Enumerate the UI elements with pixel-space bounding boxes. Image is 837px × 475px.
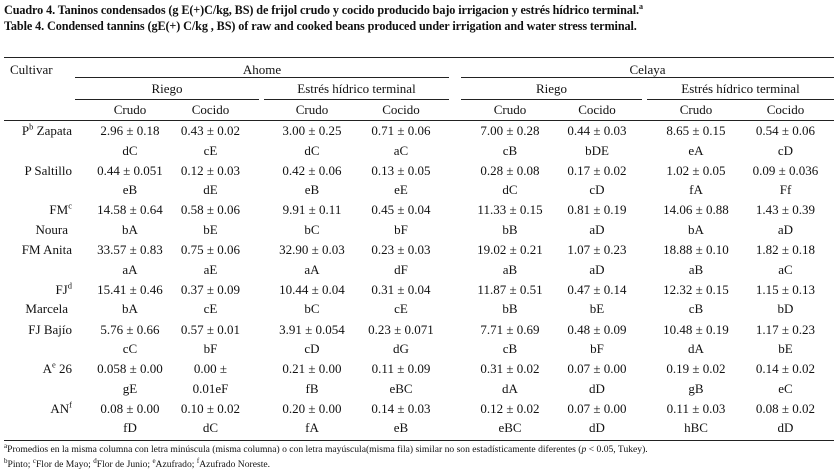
- cultivar-name: [4, 122, 72, 140]
- value-cell: 10.48 ± 0.19: [663, 321, 729, 337]
- footnote-a: [4, 441, 648, 456]
- treatment-header: Riego: [151, 81, 183, 96]
- significance-letters: dC: [202, 420, 219, 436]
- value-cell: 7.71 ± 0.69: [480, 321, 540, 337]
- state-header: Cocido: [766, 102, 805, 117]
- significance-letters: cB: [502, 341, 518, 356]
- value-cell: 1.17 ± 0.23: [755, 321, 816, 337]
- cultivar-footnote-mark: c: [68, 201, 72, 212]
- cultivar-footnote-mark: e: [51, 359, 56, 370]
- cultivar-name: [4, 281, 72, 299]
- significance-letters: cB: [502, 142, 518, 158]
- significance-letters: eB: [393, 420, 409, 436]
- value-cell: 0.31 ± 0.04: [371, 281, 431, 297]
- location-header-celaya: Celaya: [629, 62, 666, 77]
- state-header: Crudo: [113, 102, 147, 117]
- significance-letters: gE: [122, 380, 138, 396]
- significance-letters: eC: [778, 380, 793, 396]
- significance-letters: hBC: [684, 420, 708, 436]
- value-cell: 0.44 ± 0.051: [97, 162, 163, 178]
- header-bottom-rule: [4, 120, 834, 121]
- value-cell: 0.07 ± 0.00: [567, 400, 627, 416]
- value-cell: 0.13 ± 0.05: [371, 162, 431, 178]
- value-cell: 0.14 ± 0.02: [755, 361, 816, 377]
- treatment-header: Estrés hídrico terminal: [297, 81, 416, 96]
- value-cell: 32.90 ± 0.03: [279, 242, 345, 258]
- cultivar-name-text: AN: [50, 400, 70, 416]
- footnote-text: Pinto;: [7, 459, 33, 470]
- significance-letters: aD: [589, 261, 605, 277]
- value-cell: 2.96 ± 0.18: [100, 123, 160, 138]
- significance-letters: fA: [689, 182, 703, 198]
- value-cell: 1.02 ± 0.05: [666, 162, 726, 178]
- significance-letters: aD: [589, 221, 605, 237]
- value-cell: 0.00 ±: [193, 361, 228, 377]
- value-cell: 1.07 ± 0.23: [567, 242, 627, 258]
- value-cell: 0.28 ± 0.08: [480, 162, 540, 178]
- significance-letters: dF: [394, 261, 408, 277]
- significance-letters: bA: [122, 301, 138, 317]
- caption-es-text: Cuadro 4. Taninos condensados (g E(+)C/kg, BS) de frijol crudo y cocido producido bajo irrigacion y estrés hídrico terminal.: [4, 3, 639, 17]
- significance-letters: bE: [589, 301, 605, 317]
- treatment-header: Estrés hídrico terminal: [681, 81, 800, 96]
- state-header: Cocido: [578, 102, 616, 117]
- significance-letters: bE: [778, 341, 793, 356]
- significance-letters: dC: [304, 142, 320, 158]
- cultivar-name-continued: Noura: [35, 221, 68, 237]
- significance-letters: cE: [203, 142, 218, 158]
- footnote-text: Azufrado;: [155, 459, 197, 470]
- cultivar-name-text: FM Anita: [21, 242, 72, 258]
- footnote-text: Azufrado Noreste.: [199, 459, 271, 470]
- significance-letters: gB: [688, 380, 704, 396]
- value-cell: 0.75 ± 0.06: [180, 242, 241, 258]
- significance-letters: 0.01eF: [192, 380, 229, 396]
- state-header: Cocido: [382, 102, 420, 117]
- footnote-text: Flor de Mayo;: [35, 459, 94, 470]
- footnote-mark: c: [32, 456, 36, 465]
- significance-letters: bD: [777, 301, 794, 317]
- value-cell: 11.87 ± 0.51: [477, 281, 543, 297]
- significance-letters: bF: [203, 341, 218, 356]
- value-cell: 0.058 ± 0.00: [97, 361, 163, 377]
- ahome-estres-rule: [264, 99, 449, 100]
- value-cell: 0.44 ± 0.03: [567, 123, 627, 138]
- significance-letters: bA: [122, 221, 138, 237]
- value-cell: 33.57 ± 0.83: [97, 242, 163, 258]
- value-cell: 0.11 ± 0.09: [371, 361, 431, 377]
- footnote-text-end: < 0.05, Tukey).: [586, 444, 648, 455]
- cultivar-name-text: FJ: [55, 281, 68, 297]
- value-cell: 1.43 ± 0.39: [755, 202, 816, 218]
- significance-letters: eE: [394, 182, 408, 198]
- footnote-mark: b: [4, 456, 8, 465]
- cultivar-name: [4, 360, 72, 378]
- significance-letters: dD: [589, 420, 605, 436]
- location-header-ahome: Ahome: [242, 62, 282, 77]
- significance-letters: bB: [502, 221, 518, 237]
- state-header: Crudo: [493, 102, 527, 117]
- value-cell: 0.08 ± 0.02: [755, 400, 816, 416]
- significance-letters: dD: [777, 420, 794, 436]
- state-header: Crudo: [295, 102, 329, 117]
- value-cell: 1.82 ± 0.18: [755, 242, 816, 258]
- value-cell: 0.09 ± 0.036: [752, 162, 819, 178]
- value-cell: 0.20 ± 0.00: [282, 400, 342, 416]
- footnote-abbreviations: [4, 456, 271, 471]
- value-cell: 14.06 ± 0.88: [663, 202, 729, 218]
- cultivar-name-suffix: 26: [55, 361, 72, 377]
- significance-letters: cB: [688, 301, 704, 317]
- value-cell: 19.02 ± 0.21: [477, 242, 543, 258]
- value-cell: 0.37 ± 0.09: [180, 281, 241, 297]
- value-cell: 9.91 ± 0.11: [282, 202, 342, 218]
- cultivar-name: [4, 400, 72, 418]
- significance-letters: fD: [123, 420, 137, 436]
- significance-letters: dD: [589, 380, 605, 396]
- value-cell: 0.07 ± 0.00: [567, 361, 627, 377]
- cultivar-name-text: P Saltillo: [24, 162, 72, 178]
- celaya-riego-rule: [461, 99, 642, 100]
- value-cell: 8.65 ± 0.15: [666, 123, 726, 138]
- footnote-mark: f: [196, 456, 200, 465]
- footnote-p: p: [581, 444, 587, 455]
- value-cell: 14.58 ± 0.64: [97, 202, 163, 218]
- significance-letters: bF: [590, 341, 604, 356]
- cultivar-name-text: FJ Bajío: [28, 321, 72, 337]
- cultivar-footnote-mark: b: [29, 121, 34, 132]
- value-cell: 0.58 ± 0.06: [180, 202, 241, 218]
- significance-letters: aA: [304, 261, 320, 277]
- cultivar-name-continued: Marcela: [25, 301, 68, 317]
- significance-letters: eA: [688, 142, 704, 158]
- value-cell: 0.42 ± 0.06: [282, 162, 342, 178]
- significance-letters: bF: [394, 221, 408, 237]
- significance-letters: bC: [304, 221, 320, 237]
- celaya-estres-rule: [647, 99, 834, 100]
- value-cell: 3.91 ± 0.054: [279, 321, 345, 337]
- cultivar-name: [4, 162, 72, 180]
- significance-letters: bA: [688, 221, 704, 237]
- value-cell: 0.54 ± 0.06: [755, 123, 816, 138]
- significance-letters: Ff: [779, 182, 792, 198]
- cultivar-name-text: FM: [49, 202, 69, 218]
- significance-letters: fA: [305, 420, 319, 436]
- bottom-rule: [4, 440, 834, 441]
- table-caption-en: Table 4. Condensed tannins (gE(+) C/kg , BS) of raw and cooked beans produced under irrigation and water stress terminal.: [4, 19, 637, 33]
- value-cell: 0.08 ± 0.00: [100, 400, 160, 416]
- significance-letters: cD: [304, 341, 320, 356]
- value-cell: 0.19 ± 0.02: [666, 361, 726, 377]
- cultivar-name: [4, 321, 72, 339]
- cultivar-footnote-mark: d: [67, 280, 72, 291]
- value-cell: 0.17 ± 0.02: [567, 162, 627, 178]
- value-cell: 0.48 ± 0.09: [567, 321, 627, 337]
- value-cell: 0.23 ± 0.071: [368, 321, 434, 337]
- value-cell: 0.11 ± 0.03: [666, 400, 726, 416]
- value-cell: 5.76 ± 0.66: [100, 321, 160, 337]
- significance-letters: eB: [122, 182, 138, 198]
- significance-letters: aB: [688, 261, 704, 277]
- value-cell: 0.81 ± 0.19: [567, 202, 627, 218]
- significance-letters: aC: [393, 142, 409, 158]
- value-cell: 7.00 ± 0.28: [480, 123, 540, 138]
- significance-letters: cD: [589, 182, 605, 198]
- value-cell: 0.14 ± 0.03: [371, 400, 431, 416]
- table-caption-es: [4, 2, 834, 18]
- value-cell: 10.44 ± 0.04: [279, 281, 345, 297]
- significance-letters: dA: [688, 341, 704, 356]
- significance-letters: bB: [502, 301, 518, 317]
- cultivar-name-suffix: Zapata: [33, 123, 72, 138]
- significance-letters: bDE: [585, 142, 609, 158]
- significance-letters: aB: [502, 261, 518, 277]
- value-cell: 0.12 ± 0.02: [480, 400, 540, 416]
- significance-letters: bE: [203, 221, 218, 237]
- value-cell: 0.43 ± 0.02: [180, 123, 241, 138]
- value-cell: 0.21 ± 0.00: [282, 361, 342, 377]
- ahome-riego-rule: [75, 99, 259, 100]
- value-cell: 0.12 ± 0.03: [180, 162, 241, 178]
- significance-letters: cE: [203, 301, 218, 317]
- cultivar-name: [4, 241, 72, 259]
- significance-letters: aE: [203, 261, 218, 277]
- cultivar-name: [4, 201, 72, 219]
- caption-es-footnote-mark: a: [639, 1, 643, 11]
- value-cell: 0.71 ± 0.06: [371, 123, 431, 138]
- cultivar-footnote-mark: f: [69, 399, 72, 410]
- state-header: Cocido: [191, 102, 230, 117]
- significance-letters: dC: [502, 182, 518, 198]
- value-cell: 1.15 ± 0.13: [755, 281, 816, 297]
- value-cell: 15.41 ± 0.46: [97, 281, 163, 297]
- significance-letters: cE: [394, 301, 408, 317]
- footnote-text: Flor de Junio;: [96, 459, 153, 470]
- top-rule: [4, 57, 834, 58]
- state-header: Crudo: [679, 102, 713, 117]
- treatment-header: Riego: [535, 81, 568, 96]
- cultivar-name-text: P: [21, 123, 30, 138]
- significance-letters: dE: [203, 182, 218, 198]
- value-cell: 0.47 ± 0.14: [567, 281, 627, 297]
- significance-letters: cC: [122, 341, 138, 356]
- significance-letters: dC: [122, 142, 138, 158]
- value-cell: 3.00 ± 0.25: [282, 123, 342, 138]
- significance-letters: eB: [304, 182, 320, 198]
- value-cell: 0.57 ± 0.01: [180, 321, 241, 337]
- cultivar-header: Cultivar: [10, 62, 53, 77]
- value-cell: 0.31 ± 0.02: [480, 361, 540, 377]
- footnote-text: Promedios en la misma columna con letra minúscula (misma columna) o con letra mayúscula(misma fila) similar no son estadísticamente diferentes (: [7, 444, 582, 455]
- value-cell: 18.88 ± 0.10: [663, 242, 729, 258]
- value-cell: 12.32 ± 0.15: [663, 281, 729, 297]
- significance-letters: eBC: [389, 380, 413, 396]
- significance-letters: cD: [777, 142, 794, 158]
- cultivar-name-text: A: [42, 361, 52, 377]
- footnote-mark: d: [93, 456, 97, 465]
- footnote-mark: a: [4, 441, 8, 450]
- significance-letters: fB: [305, 380, 319, 396]
- significance-letters: bC: [304, 301, 320, 317]
- significance-letters: aA: [122, 261, 138, 277]
- significance-letters: aC: [778, 261, 793, 277]
- significance-letters: eBC: [498, 420, 522, 436]
- significance-letters: dA: [502, 380, 518, 396]
- value-cell: 0.23 ± 0.03: [371, 242, 431, 258]
- value-cell: 0.45 ± 0.04: [371, 202, 431, 218]
- footnote-mark: e: [152, 456, 156, 465]
- value-cell: 11.33 ± 0.15: [477, 202, 543, 218]
- value-cell: 0.10 ± 0.02: [180, 400, 241, 416]
- significance-letters: aD: [777, 221, 794, 237]
- significance-letters: dG: [393, 341, 409, 356]
